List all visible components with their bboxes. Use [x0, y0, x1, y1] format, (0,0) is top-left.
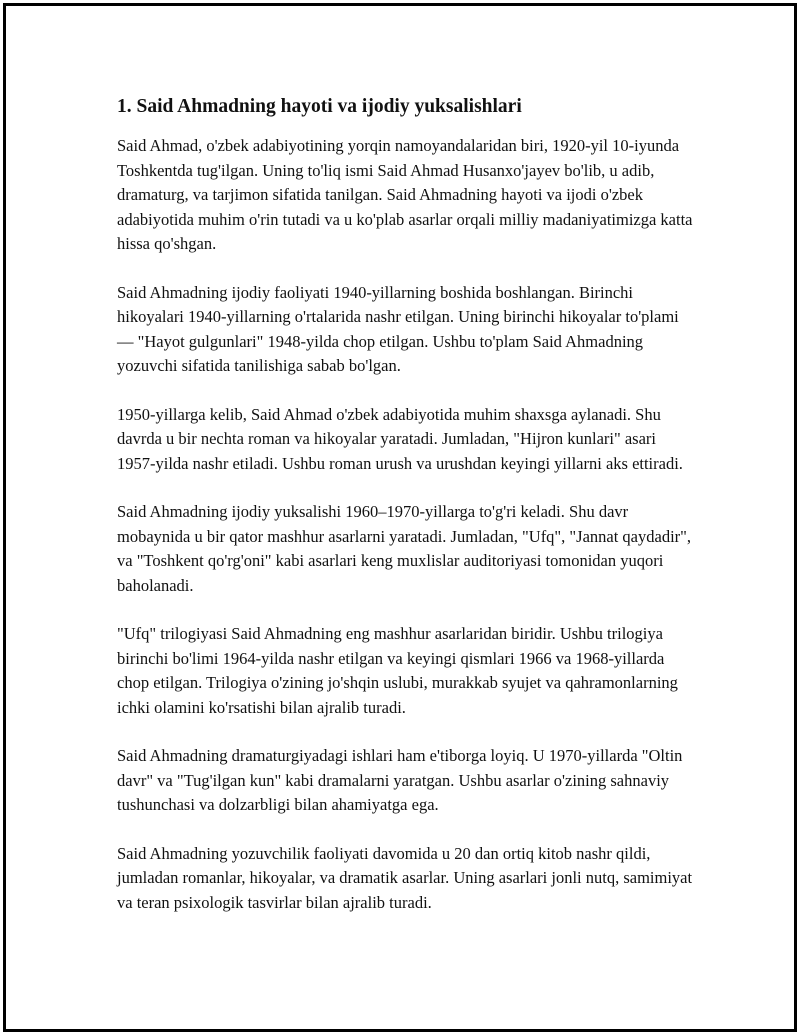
document-body: [117, 93, 697, 939]
paragraph-1: Said Ahmad, o'zbek adabiyotining yorqin namoyandalaridan biri, 1920-yil 10-iyunda Toshkentda tug'ilgan. Uning to'liq ismi Said Ahmad Husanxo'jayev bo'lib, u adib, dramaturg, va tarjimon sifatida tanilgan. Said Ahmadning hayoti va ijodi o'zbek adabiyotida muhim o'rin tutadi va u ko'plab asarlar orqali milliy madaniyatimizga katta hissa qo'shgan.: [117, 136, 693, 253]
paragraph-2: Said Ahmadning ijodiy faoliyati 1940-yillarning boshida boshlangan. Birinchi hikoyalari 1940-yillarning o'rtalarida nashr etilgan. Uning birinchi hikoyalar to'plami — "Hayot gulgunlari" 1948-yilda chop etilgan. Ushbu to'plam Said Ahmadning yozuvchi sifatida tanilishiga sabab bo'lgan.: [117, 282, 679, 375]
section-heading: 1. Said Ahmadning hayoti va ijodiy yuksalishlari: [117, 96, 522, 117]
paragraph-4: Said Ahmadning ijodiy yuksalishi 1960–1970-yillarga to'g'ri keladi. Shu davr mobaynida u bir qator mashhur asarlarni yaratadi. Jumladan, "Ufq", "Jannat qaydadir", va "Toshkent qo'rg'oni" kabi asarlari keng muxlislar auditoriyasi tomonidan yuqori baholanadi.: [117, 502, 692, 595]
paragraph-7: Said Ahmadning yozuvchilik faoliyati davomida u 20 dan ortiq kitob nashr qildi, jumladan romanlar, hikoyalar, va dramatik asarlar. Uning asarlari jonli nutq, samimiyat va teran psixologik tasvirlar bilan ajralib turadi.: [117, 843, 693, 912]
paragraph-6: Said Ahmadning dramaturgiyadagi ishlari ham e'tiborga loyiq. U 1970-yillarda "Oltin davr" va "Tug'ilgan kun" kabi dramalarni yaratgan. Ushbu asarlar o'zining sahnaviy tushunchasi va dolzarbligi bilan ahamiyatga ega.: [117, 746, 683, 814]
paragraph-3: 1950-yillarga kelib, Said Ahmad o'zbek adabiyotida muhim shaxsga aylanadi. Shu davrda u bir nechta roman va hikoyalar yaratadi. Jumladan, "Hijron kunlari" asari 1957-yilda nashr etiladi. Ushbu roman urush va urushdan keyingi yillarni aks ettiradi.: [117, 404, 683, 473]
paragraph-5: "Ufq" trilogiyasi Said Ahmadning eng mashhur asarlaridan biridir. Ushbu trilogiya birinchi bo'limi 1964-yilda nashr etilgan va keyingi qismlari 1966 va 1968-yillarda chop etilgan. Trilogiya o'zining jo'shqin uslubi, murakkab syujet va qahramonlarning ichki olamini ko'rsatishi bilan ajralib turadi.: [117, 624, 678, 717]
